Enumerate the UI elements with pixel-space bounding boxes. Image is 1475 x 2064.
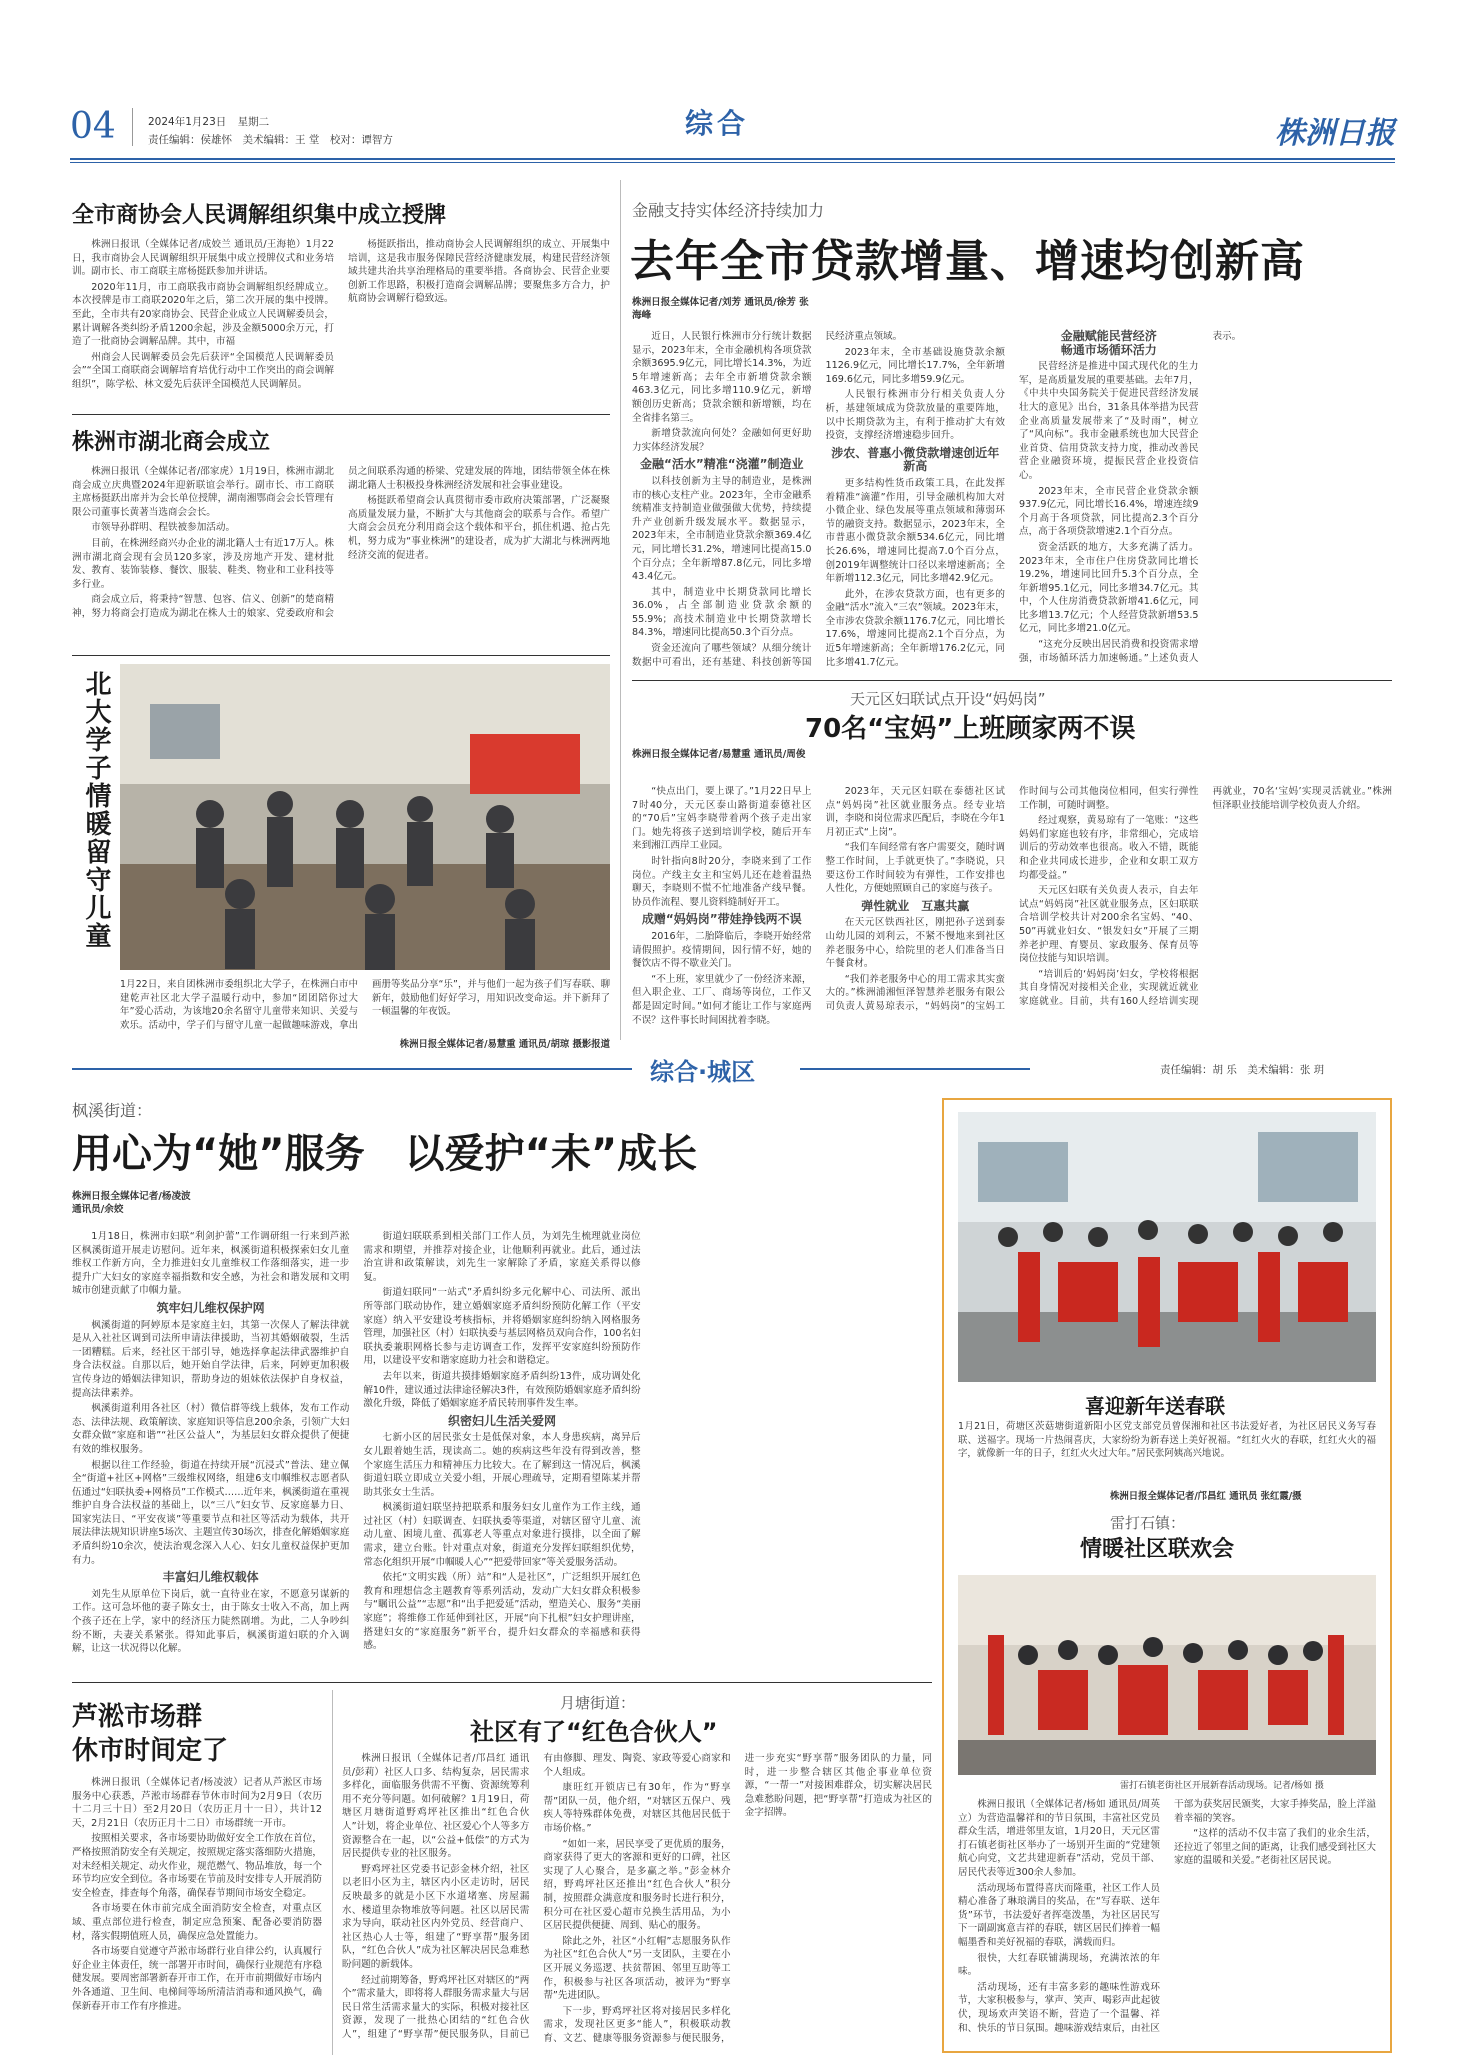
paragraph: 资金活跃的地方，大多充满了活力。2023年末，全市住户住房贷款同比增长19.2%，增速同比回升5.3个百分点，全年新增95.1亿元，同比多增34.7亿元。其中，个人住房消费贷款新增41.6亿元，同比多增13.7亿元；个人经营贷款新增53.5亿元，同比多增21.0亿元。 xyxy=(1019,541,1199,635)
caption-text: 1月22日，来自团株洲市委组织北大学子，在株洲白市中建乾声社区北大学子温暖行动中，参加“团团陪你过大年”爱心活动，为该地20余名留守儿童带来知识、关爱与欢乐。活动中，学子们与留守儿童一起做趣味游戏，拿出画册等奖品分享“乐”，并与他们一起为孩子们写春联、聊新年，鼓励他们好好学习，用知识改变命运。并下新拜了一顿温馨的年夜饭。 xyxy=(120,979,610,1031)
header-divider-left xyxy=(132,108,133,146)
photo-story-vertical-title: 北大学子情暖留守儿童 xyxy=(81,670,111,950)
paragraph: 在天元区铁西社区，刚把孙子送到泰山幼儿园的刘利云，不紧不慢地来到社区养老服务中心，给院里的老人们准备当日午餐食材。 xyxy=(825,917,1005,970)
paragraph: 除此之外，社区“小红帽”志愿服务队作为社区“红色合伙人”另一支团队，主要在小区开展义务巡逻、扶贫帮困、邻里互助等工作，积极参与社区各项活动，被评为“野享帮”先进团队。 xyxy=(543,1935,731,2002)
paragraph: 株洲日报讯（全媒体记者/成姣兰 通讯员/王海艳）1月22日，我市商协会人民调解组织开展集中成立授牌仪式和业务培训。副市长、市工商联主席杨挺跃参加并讲话。 xyxy=(72,239,334,278)
paragraph: 其中，制造业中长期贷款同比增长36.0%，占全部制造业贷款余额的55.9%；高技术制造业中长期贷款增长84.3%，增速同比提高50.3个百分点。 xyxy=(632,586,812,639)
paragraph: 刘先生从原单位下岗后，就一直待业在家，不愿意另谋新的工作。这可急坏他的妻子陈女士，由于陈女士收入不高，加上两个孩子还在上学，家中的经济压力陡然剧增。为此，二人争吵纠纷不断，夫妻关系紧张。得知此事后，枫溪街道妇联的介入调解，让这一状况得以化解。 xyxy=(72,1588,350,1655)
paragraph: 杨挺跃希望商会认真贯彻市委市政府决策部署，广泛凝聚高质量发展力量，不断扩大与其他商会的联系与合作。希望广大商会会员充分利用商会这个载体和平台，抓住机遇、抢占先机，努力成为“事业株洲”的建设者，成为扩大湖北与株洲两地经济交流的促进者。 xyxy=(348,495,610,561)
page-number: 04 xyxy=(70,106,116,147)
weekday-text: 星期二 xyxy=(237,116,270,128)
paragraph: “不上班，家里就少了一份经济来源，但入职企业、工厂、商场等岗位，工作又都是固定时间。”如何才能让工作与家庭两不误？这件事长时间困扰着李晓。 xyxy=(632,973,812,1026)
paragraph: 根据以往工作经验，街道在持续开展“沉浸式”普法、建立佩全“街道+社区+网格”三级维权网络，组建6支巾帼维权志愿者队伍通过“妇联执委+网格员”工作模式……近年来，枫溪街道在重视维护自身合法权益的基础上，以“三八”妇女节、反家庭暴力日、国家宪法日、“平安夜谈”等重要节点和社区等活动为载体，共开展法律法规知识讲座5场次、主题宣传30场次，排查化解婚姻家庭矛盾纠纷10余次，使法治观念深入人心、妇女儿童权益保护更加有力。 xyxy=(72,1459,350,1566)
paragraph: 此外，在涉农贷款方面，也有更多的金融“活水”流入“三农”领域。2023年末，全市涉农贷款余额1176.7亿元，同比增长17.6%，增速同比提高2.1个百分点，为近5年增速新高；全年新增176.2亿元，同比多增41.7亿元。 xyxy=(825,588,1005,668)
paragraph: 以科技创新为主导的制造业，是株洲市的核心支柱产业。2023年，全市金融系统精准支持制造业做强做大优势，持续提升产业创新升级发展水平。数据显示，2023年末，全市制造业贷款余额369.4亿元，同比增长31.2%，增速同比提高15.0个百分点；全年新增87.8亿元，同比多增43.4亿元。 xyxy=(632,475,812,583)
page-header xyxy=(70,100,1395,158)
paragraph: 下一步，野鸡坪社区将对接居民多样化需求，发现社区更多“能人”，积极联动教育、文艺、健康等服务资源参与便民服务，进一步充实“野享帮”服务团队的力量，同时，进一步整合辖区其他企事业单位资源，“一帮一”对接困难群众，切实解决居民急难愁盼问题，把“野享帮”打造成为社区的金字招牌。 xyxy=(543,1753,932,2044)
section-2-rule-right xyxy=(800,1068,1030,1070)
subheading: 涉农、普惠小微贷款增速创近年新高 xyxy=(831,445,1000,474)
paragraph: “如如一来，居民享受了更优质的服务，商家获得了更大的客源和更好的口碑，社区实现了人心聚合，是多赢之举。”彭金林介绍，野鸡坪社区还推出“红色合伙人”积分制，按照群众满意度和服务时长进行积分，积分可在社区爱心超市兑换生活用品，为小区居民提供便捷、周到、贴心的服务。 xyxy=(543,1838,731,1932)
paragraph: 2023年，天元区妇联在泰德社区试点“妈妈岗”社区就业服务点。经专业培训，李晓和岗位需求匹配后，李晓在今年1月初正式“上岗”。 xyxy=(825,786,1005,838)
article-1-title: 全市商协会人民调解组织集中成立授牌 xyxy=(72,203,447,228)
paragraph: 州商会人民调解委员会先后获评“全国模范人民调解委员会”“全国工商联商会调解培育培优行动中工作突出的商会调解组织”，陈学松、林文爱先后获评全国模范人民调解员。 xyxy=(72,351,334,390)
paragraph: “快点出门，要上课了。”1月22日早上7时40分，天元区泰山路街道泰德社区的“70后”宝妈李晓带着两个孩子走出家门。她先将孩子送到培训学校，随后开车来到湘江西岸工业园。 xyxy=(632,786,812,852)
article-6-kicker: 枫溪街道： xyxy=(72,1101,153,1120)
paragraph: 商会成立后，将秉持“智慧、包容、信义、创新”的楚商精神，努力将商会打造成为湖北在株人士的娘家、党委政府和会员之间联系沟通的桥梁、党建发展的阵地，团结带领全体在株湖北籍人士积极投身株洲经济发展和社会事业建设。 xyxy=(72,466,610,619)
paragraph: 株洲日报讯（全媒体记者/邵家虎）1月19日，株洲市湖北商会成立庆典暨2024年迎新联谊会举行。副市长、市工商联主席杨挺跃出席并为会长单位授牌，湖南湘鄂商会会长管理有限公司董事长黄著当选商会会长。 xyxy=(72,466,334,518)
photo-community-party xyxy=(958,1575,1376,1775)
article-7-title xyxy=(72,1700,228,1768)
paragraph: 杨挺跃指出，推动商协会人民调解组织的成立、开展集中培训，这是我市服务保障民营经济健康发展，构建民营经济领域共建共治共享治理格局的重要举措。各商协会、民营企业要创新工作思路，积极打造商会调解品牌；要聚焦多方合力，护航商协会调解行稳致远。 xyxy=(348,239,610,305)
header-editors: 责任编辑：侯雄怀 美术编辑：王 堂 校对：谭智方 xyxy=(148,134,393,146)
article-9-title: 情暖社区联欢会 xyxy=(1080,1537,1235,1562)
divider xyxy=(72,655,610,656)
paragraph: 更多结构性货币政策工具，在此发挥着精准“滴灌”作用，引导金融机构加大对小微企业、绿色发展等重点领域和薄弱环节的融资支持。数据显示，2023年末，全市普惠小微贷款余额534.6亿元，同比增长26.6%，增速同比提高7.0个百分点，创2019年调整统计口径以来增速新高；全年新增112.3亿元，同比多增42.9亿元。 xyxy=(825,477,1005,585)
paragraph: “培训后的‘妈妈岗’妇女，学校将根据其自身情况对接相关企业，实现就近就业家庭就业。目前，共有160人经培训实现再就业，70名‘宝妈’实现灵活就业。”株洲恒泽职业技能培训学校负责人介绍。 xyxy=(1019,786,1392,1007)
article-4-kicker: 金融支持实体经济持续加力 xyxy=(632,201,825,220)
paragraph: 2020年11月，市工商联我市商协会调解组织经牌成立。本次授牌是市工商联2020年之后，第二次开展的集中授牌。至此，全市共有20家商协会、民营企业成立人民调解委员会，累计调解各类纠纷矛盾1200余起，涉及金额5000余万元，打造了一批商协会调解品牌。其中，市福 xyxy=(72,281,334,348)
article-7-body xyxy=(72,1776,322,2056)
paragraph: 活动现场，还有丰富多彩的趣味性游戏环节，大家积极参与，掌声、笑声、喝彩声此起彼伏，现场欢声笑语不断，营造了一个温馨、祥和、快乐的节日氛围。趣味游戏结束后，由社区干部为获奖居民颁奖，大家手捧奖品，脸上洋溢着幸福的笑容。 xyxy=(958,1799,1376,2034)
photo-spring-couplets xyxy=(958,1112,1376,1382)
paragraph: 市领导孙群明、程铁被参加活动。 xyxy=(91,522,236,534)
paragraph: “这充分反映出居民消费和投资需求增强，市场循环活力加速畅通。”上述负责人表示。 xyxy=(1019,331,1242,664)
subheading: 织密妇儿生活关爱网 xyxy=(447,1413,556,1428)
divider xyxy=(72,414,610,415)
paragraph: 各市场要自觉遵守芦淞市场群行业自律公约，认真履行好企业主体责任，统一部署开市时间，确保行业规范有序稳健发展。要周密部署新春开市工作，在开市前期做好市场内外各通道、卫生间、电梯间等场所清洁消毒和通风换气，确保新春开市工作有序推进。 xyxy=(72,1946,322,2012)
section-2-rule-left xyxy=(72,1068,632,1070)
paragraph: 经过前期筹备，野鸡坪社区对辖区的“两个”需求量大，即将将人群服务需求量大与居民日常生活需求量大的实际，积极对接社区资源，发现了一批热心团结的“红色合伙人”，组建了“野享帮”便民服务队，目前已有由修脚、理发、陶瓷、家政等爱心商家和个人组成。 xyxy=(342,1753,731,2040)
paragraph: 2023年末，全市民营企业贷款余额937.9亿元，同比增长16.4%，增速连续9个月高于各项贷款，同比提高2.3个百分点，高于各项贷款增速2.1个百分点。 xyxy=(1019,485,1199,538)
date-text: 2024年1月23日 xyxy=(148,116,227,128)
section-2-title-a: 综合 xyxy=(650,1058,698,1086)
photo-spring-couplets-title: 喜迎新年送春联 xyxy=(1085,1394,1225,1418)
paragraph: 1月18日，株洲市妇联“利剑护蕾”工作调研组一行来到芦淞区枫溪街道开展走访慰问。近年来，枫溪街道积极探索妇女儿童维权工作新方向，全力推进妇女儿童维权工作落细落实，进一步提升广大妇女的家庭幸福指数和安全感，为社会和谐发展和文明城市创建贡献了巾帼力量。 xyxy=(72,1231,350,1297)
article-4-byline: 株洲日报全媒体记者/刘芳 通讯员/徐芳 张海峰 xyxy=(632,297,809,321)
photo-story-caption xyxy=(120,978,610,1052)
paragraph: 各市场要在休市前完成全面消防安全检查，对重点区域、重点部位进行检查，制定应急预案、配备必要消防器材，落实假期值班人员，确保应急处置能力。 xyxy=(72,1903,322,1942)
article-2-title: 株洲市湖北商会成立 xyxy=(72,430,271,455)
photo-spring-couplets-caption: 1月21日，荷塘区茨菇塘街道新阳小区党支部党员曾保湘和社区书法爱好者，为社区居民义务写春联、送福字。现场一片热闹喜庆，大家纷纷为新春送上美好祝福。“红红火火的春联，红红火火的福字，就像新一年的日子，红红火火过大年。”居民张阿姨高兴地说。 xyxy=(958,1421,1376,1459)
article-6-title: 用心为“她”服务 以爱护“未”成长 xyxy=(72,1131,698,1177)
paragraph: 活动现场布置得喜庆而隆重，社区工作人员精心准备了琳琅满目的奖品，在“写春联、送年货”环节，书法爱好者挥毫泼墨，为社区居民写下一副副寓意吉祥的春联，辖区居民们捧着一幅幅墨香和美好祝福的春联，满载而归。 xyxy=(958,1882,1160,1948)
article-7-title-line2: 休市时间定了 xyxy=(72,1736,229,1766)
article-5-title: 70名“宝妈”上班顾家两不误 xyxy=(805,714,1136,744)
masthead-logo: 株洲日报 xyxy=(1275,116,1395,151)
paragraph: 株洲日报讯（全媒体记者/邝昌红 通讯员/彭莉）社区人口多、结构复杂，居民需求多样化，面临服务供需不平衡、资源统筹利用不充分等问题。如何破解？1月19日，荷塘区月塘街道野鸡坪社区推出“红色合伙人”计划，将企业单位、社区爱心个人等多方资源整合在一起，以“公益+低偿”的方式为居民提供专业的社区服务。 xyxy=(342,1753,530,1860)
paragraph: 2016年，二胎降临后，李晓开始经常请假照护。疫情期间，因行情不好，她的餐饮店不得不歇业关门。 xyxy=(632,930,812,970)
article-6-byline: 株洲日报全媒体记者/杨凌波 通讯员/余姣 xyxy=(72,1191,191,1215)
article-2-body xyxy=(72,465,610,645)
header-rule xyxy=(70,158,1395,160)
paragraph: 野鸡坪社区党委书记彭金林介绍，社区以老旧小区为主，辖区内小区走访时，居民反映最多的就是小区下水道堵塞、房屋漏水、楼道里杂物堆放等问题。社区以居民需求为导向，联动社区内外党员、经营商户、社区热心人士等，组建了“野享帮”服务团队，“红色合伙人”成为社区解决居民急难愁盼问题的新载体。 xyxy=(342,1863,530,1970)
photo-classroom xyxy=(120,664,610,970)
paragraph: 按照相关要求，各市场要协助做好安全工作放在首位，严格按照消防安全有关规定，按照规定落实落细防火措施，对未经相关规定、动火作业，规范燃气、物品堆放，每一个环节均应安全到位。各市场要在节前及时安排专人开展消防安全检查，排查每个角落，确保春节期间市场安全稳定。 xyxy=(72,1833,322,1899)
article-8-title: 社区有了“红色合伙人” xyxy=(470,1718,718,1746)
paragraph: 目前，在株洲经商兴办企业的湖北籍人士有近17万人。株洲市湖北商会现有会员120多家，涉及房地产开发、建材批发、教育、装饰装修、餐饮、服装、鞋类、物业和工业科技等多行业。 xyxy=(72,537,334,590)
subheading: 丰富妇儿维权载体 xyxy=(162,1570,259,1585)
photo-classroom-illustration xyxy=(120,664,610,970)
article-6-body xyxy=(72,1230,932,1675)
divider xyxy=(632,680,1392,681)
article-5-kicker: 天元区妇联试点开设“妈妈岗” xyxy=(850,690,1046,708)
section-2-editors: 责任编辑：胡 乐 美术编辑：张 玥 xyxy=(1160,1064,1325,1076)
paragraph: “这样的活动不仅丰富了我们的业余生活，还拉近了邻里之间的距离，让我们感受到社区大家庭的温暖和关爱。”老街社区居民说。 xyxy=(1174,1828,1376,1867)
paragraph: 枫溪街道的阿婷原本是家庭主妇，其第一次保人了解法律就是从入社社区调到司法所申请法律援助，当初其婚姻破裂，生活一团糟糕。后来，经社区干部引导，她选择拿起法律武器维护自身合法权益。自那以后，她开始自学法律，后来，阿婷更加积极宣传身边的婚姻法律知识，帮助身边的姐妹依法保护自身权益，提高法律素养。 xyxy=(72,1319,350,1399)
photo-community-party-credit: 雷打石镇老街社区开展新春活动现场。记者/杨如 摄 xyxy=(1120,1781,1324,1791)
photo-credit: 株洲日报全媒体记者/易慧重 通讯员/胡琼 摄影报道 xyxy=(399,1039,610,1050)
divider xyxy=(72,1682,932,1683)
article-8-body xyxy=(342,1752,932,2052)
section-2-title-b: 城区 xyxy=(707,1058,756,1086)
article-9-kicker: 雷打石镇： xyxy=(1110,1514,1186,1532)
column-divider xyxy=(620,180,621,1040)
paragraph: 街道妇联同“一站式”矛盾纠纷多元化解中心、司法所、派出所等部门联动协作，建立婚姻家庭矛盾纠纷预防化解工作（平安家庭）纳入平安建设考核指标，并将婚姻家庭纠纷纳入网格服务管理，加强社区（村）妇联执委与基层网格员双向合作，100名妇联执委兼职网格长参与走访调查工作，发挥平安家庭纠纷预防作用，以建设平安和谐家庭助力社会和谐稳定。 xyxy=(363,1287,641,1367)
article-4-body xyxy=(632,330,1392,670)
article-7-title-line1: 芦淞市场群 xyxy=(72,1702,203,1732)
section-title: 综合 xyxy=(685,107,750,140)
paragraph: 枫溪街道妇联坚持把联系和服务妇女儿童作为工作主线，通过社区（村）妇联调查、妇联执委等渠道，对辖区留守儿童、流动儿童、困境儿童、孤寡老人等重点对象进行摸排，以全面了解需求，建立台账。针对重点对象，街道充分发挥妇联组织优势，常态化组织开展“巾帼暖人心”“把爱带回家”等关爱服务活动。 xyxy=(363,1502,641,1568)
subheading: 金融“活水”精准“浇灌”制造业 xyxy=(639,457,804,472)
paragraph: 人民银行株洲市分行相关负责人分析，基建领域成为贷款放量的重要阵地，以中长期贷款为主，有利于推动扩大有效投资，支撑经济增速稳步回升。 xyxy=(825,389,1005,442)
paragraph: 很快，大红春联铺满现场，充满浓浓的年味。 xyxy=(958,1952,1160,1978)
article-8-kicker: 月塘街道： xyxy=(560,1694,636,1712)
paragraph: 新增贷款流向何处？金融如何更好助力实体经济发展？ xyxy=(632,428,812,453)
photo-spring-couplets-illustration xyxy=(958,1112,1376,1382)
paragraph: 株洲日报讯（全媒体记者/杨如 通讯员/周英立）为营造温馨祥和的节日氛围，丰富社区党员群众生活，增进邻里友谊，1月20日，天元区雷打石镇老街社区举办了一场别开生面的“党建领航心向党，文艺共建迎新春”活动，党员干部、居民代表等近300余人参加。 xyxy=(958,1799,1160,1878)
issue-date xyxy=(148,114,269,129)
article-5-body xyxy=(632,785,1392,1035)
paragraph: 街道妇联联系到相关部门工作人员，为刘先生梳理就业岗位需求和期望，并推荐对接企业，让他顺利再就业。此后，通过法治宣讲和政策解读，刘先生一家解除了矛盾，家庭关系得以修复。 xyxy=(363,1231,641,1283)
header-rule-thin xyxy=(70,162,1395,163)
paragraph: 经过观察，黄易琼有了一笔账：“这些妈妈们家庭也较有序，非常细心，完成培训后的劳动效率也很高。收入不错，既能和企业共同成长进步，企业和女职工双方均都受益。” xyxy=(1019,815,1199,881)
section-2-title xyxy=(650,1052,755,1087)
paragraph: 株洲日报讯（全媒体记者/杨凌波）记者从芦淞区市场服务中心获悉，芦淞市场群春节休市时间为2月9日（农历十二月三十日）至2月20日（农历正月十一日），共计12天，2月21日（农历正月十二日）市场群统一开市。 xyxy=(72,1777,322,1829)
paragraph: 时针指向8时20分，李晓来到了工作岗位。产线主女主和宝妈儿还在趁着温热聊天，李晓则不慌不忙地准备产线早餐。协员作流程、婴儿资料缝制好开工。 xyxy=(632,855,812,908)
paragraph: 枫溪街道利用各社区（村）微信群等线上载体，发布工作动态、法律法规、政策解读、家庭知识等信息200余条，引领广大妇女群众做“家庭和谐”“社区公益人”，为基层妇女群众提供了便捷有效的维权服务。 xyxy=(72,1403,350,1455)
paragraph: 资金还流向了哪些领域？从细分统计数据中可看出，还有基建、科技创新等国民经济重点领域。 xyxy=(632,331,903,668)
subheading: 成赠“妈妈岗”带娃挣钱两不误 xyxy=(641,912,802,927)
paragraph: 依托“文明实践（所）站”和“人是社区”，广泛组织开展红色教育和理想信念主题教育等系列活动，发动广大妇女群众积极参与“瞩讯公益”“志愿”和“出手把爱延”活动，塑造关心、服务“美丽家庭”；将维修工作延伸到社区，开展“向下扎根”妇女护理讲座，搭建妇女的“家庭服务”新平台，提升妇女群众的幸福感和获得感。 xyxy=(363,1572,641,1652)
article-4-title: 去年全市贷款增量、增速均创新高 xyxy=(630,236,1305,287)
subheading: 金融赋能民营经济 畅通市场循环活力 xyxy=(1060,329,1157,357)
paragraph: 2023年末，全市基础设施贷款余额1126.9亿元，同比增长17.7%，全年新增169.6亿元，同比多增59.9亿元。 xyxy=(825,346,1005,385)
subheading: 筑牢妇儿维权保护网 xyxy=(156,1300,265,1315)
paragraph: 康旺红开锁店已有30年，作为“野享帮”团队一员，他介绍，“对辖区五保户、残疾人等特殊群体免费，对辖区其他居民低于市场价格。” xyxy=(543,1782,731,1834)
dot: · xyxy=(698,1058,708,1086)
photo-spring-couplets-credit: 株洲日报全媒体记者/邝昌红 通讯员 张红霞/摄 xyxy=(1110,1491,1302,1502)
article-1-body xyxy=(72,238,610,408)
photo-community-party-illustration xyxy=(958,1575,1376,1775)
paragraph: 近日，人民银行株洲市分行统计数据显示，2023年末，全市金融机构各项贷款余额3695.9亿元，同比增长14.3%，为近5年增速新高；去年全市新增贷款余额463.3亿元，同比多增110.9亿元，新增额创历史新高；贷款余额和新增额，均在全省排名第三。 xyxy=(632,331,812,424)
paragraph: “我们养老服务中心的用工需求其实蛮大的。”株洲浦湘恒泽智慧养老服务有限公司负责人黄易琼表示，“妈妈岗”的宝妈工作时间与公司其他岗位相同，但实行弹性工作制，可随时调整。 xyxy=(825,786,1199,1012)
paragraph: 民营经济是推进中国式现代化的生力军，是高质量发展的重要基础。去年7月，《中共中央国务院关于促进民营经济发展壮大的意见》出台，31条具体举措为民营企业高质量发展带来了“及时雨”，树立了“风向标”。我市金融系统也加大民营企业首贷、信用贷款支持力度，推动改善民营企业融资环境，提振民营企业投资信心。 xyxy=(1019,361,1199,481)
paragraph: 去年以来，街道共摸排婚姻家庭矛盾纠纷13件，成功调处化解10件，建议通过法律途径解决3件，有效预防婚姻家庭矛盾纠纷激化升级，降低了婚姻家庭矛盾民转刑事件发生率。 xyxy=(363,1370,641,1410)
paragraph: 天元区妇联有关负责人表示，自去年试点“妈妈岗”社区就业服务点，区妇联联合培训学校共计对200余名宝妈、“40、50”再就业妇女、“银发妇女”开展了三期养老护理、育婴员、家政服务、保育员等岗位技能与知识培训。 xyxy=(1019,885,1199,965)
article-5-byline: 株洲日报全媒体记者/易慧重 通讯员/周俊 xyxy=(632,749,806,760)
article-9-body xyxy=(958,1798,1376,2046)
paragraph: 七新小区的居民张女士是低保对象，本人身患疾病，离异后女儿跟着她生活，现读高二。她的疾病这些年没有得到改善，整个家庭生活压力和精神压力比较大。在了解到这一情况后，枫溪街道妇联立即成立关爱小组，开展心理疏导，定期看望陈某并帮助其张女士生活。 xyxy=(363,1432,641,1498)
subheading: 弹性就业 互惠共赢 xyxy=(861,898,970,913)
column-divider xyxy=(332,1690,333,2055)
paragraph: “我们车间经常有客户需要交，随时调整工作时间，上手就更快了。”李晓说，只要这份工作时间较为有弹性，工作安排也人性化，方便她照顾自己的家庭与孩子。 xyxy=(825,842,1005,895)
